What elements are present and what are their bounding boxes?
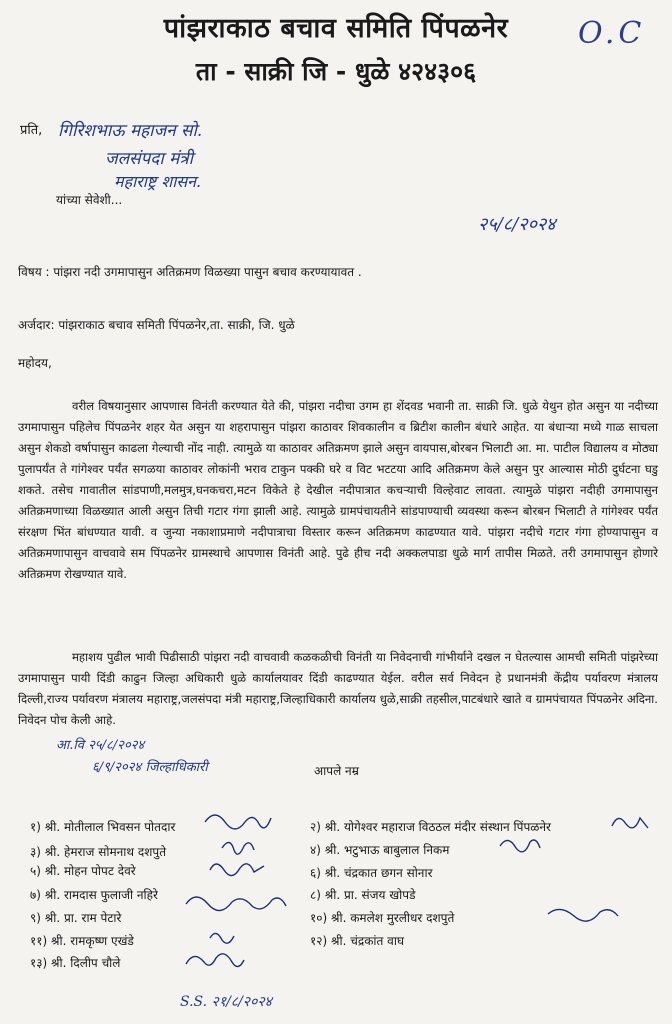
greeting: महोदय,	[18, 356, 52, 370]
subject-line: विषय : पांझरा नदी उगमापासुन अतिक्रमण विळख्या पासुन बचाव करण्यायावत .	[18, 265, 362, 279]
closing-regards: आपले नम्र	[314, 764, 359, 778]
recipient-government: महाराष्ट्र शासन.	[114, 172, 202, 191]
signatory: ५) श्री. मोहन पोपट देवरे	[30, 864, 136, 878]
recipient-salutation: यांच्या सेवेशी...	[56, 193, 123, 207]
signatory: ४) श्री. भटुभाऊ बाबुलाल निकम	[310, 843, 450, 857]
handwritten-date: २५/८/२०२४	[478, 214, 556, 235]
signature-9	[548, 909, 618, 921]
signatory: १) श्री. मोतीलाल भिवसन पोतदार	[30, 820, 176, 834]
signatory: १२) श्री. चंद्रकांत वाघ	[310, 934, 405, 948]
signatory: १०) श्री. कमलेश मुरलीधर दशपुते	[310, 911, 455, 925]
signature-3	[210, 864, 264, 876]
signature-6	[186, 954, 244, 967]
signature-1	[205, 815, 271, 829]
signatory: ८) श्री. प्रा. संजय खोपडे	[310, 888, 416, 902]
signature-7	[612, 818, 648, 828]
received-note-2: ६/९/२०२४ जिल्हाधिकारी	[92, 760, 208, 775]
signatory: ६) श्री. चंद्रकात छगन सोनार	[310, 866, 433, 880]
signatory: ९) श्री. प्रा. राम पेटारे	[30, 911, 122, 925]
letterhead-title: पांझराकाठ बचाव समिति पिंपळनेर	[163, 13, 509, 44]
applicant-line: अर्जदार: पांझराकाठ बचाव समिती पिंपळनेर,ता. साक्री, जि. धुळे	[18, 318, 295, 332]
recipient-title: जलसंपदा मंत्री	[105, 149, 194, 169]
letterhead-address: ता - साक्री जि - धुळे ४२४३०६	[195, 57, 477, 86]
received-note-1: आ.वि २५/८/२०२४	[56, 738, 145, 753]
signatory: ७) श्री. रामदास फुलाजी नहिरे	[30, 888, 158, 902]
signatory: ३) श्री. हेमराज सोमनाथ दशपुते	[30, 845, 167, 859]
signature-2	[222, 842, 254, 854]
signatory: २) श्री. योगेश्वर महाराज विठठल मंदीर संस्थान पिंपळनेर	[310, 820, 551, 834]
signature-5	[210, 933, 234, 943]
corner-mark: O.C	[578, 16, 646, 51]
recipient-name: गिरिशभाऊ महाजन सो.	[58, 121, 203, 141]
signatory: १३) श्री. दिलीप चौले	[30, 956, 121, 970]
body-paragraph-2: महाशय पुढील भावी पिढीसाठी पांझरा नदी वाचवावी कळकळीची विनंती या निवेदनाची गांभीर्याने दखल न घेतल्यास आमची समिती पांझरेच्या उगमापासुन पायी दिंडी काढुन जिल्हा अधिकारी धुळे कार्यालयावर दिंडी काढण्यात येईल. वरील सर्व निवेदन हे प्रधानमंत्री केंद्रीय पर्यावरण मंत्रालय दिल्ली,राज्य पर्यावरण मंत्रालय महाराष्ट्र,जलसंपदा मंत्री महाराष्ट्र,जिल्हाधिकारी कार्यालय धुळे,साक्री तहसील,पाटबंधारे खाते व ग्रामपंचायत पिंपळनेर अदिना. निवेदन पोच केली आहे.	[18, 650, 658, 727]
body-paragraph-1: वरील विषयानुसार आपणास विनंती करण्यात येते की, पांझरा नदीचा उगम हा शेंदवड भवानी ता. साक्री जि. धुळे येथुन होत असुन या नदीच्या उगमापासुन पहिलेच पिंपळनेर शहर येत असुन या शहरापासुन पांझरा काठावर शिवकालीन व ब्रिटीश कालीन बंधारे आहेत. या बंधाऱ्या मध्ये गाळ साचला असुन शेकडो वर्षापासुन काढला गेल्याची नोंद नाही. त्यामुळे या काठावर अतिक्रमण झाले असुन वायपास,बोरबन भिलाटी आ. मा. पाटील विद्यालय व मोठ्या पुलापर्यंत ते गांगेश्वर पर्यंत सगळया काठावर लोकांनी भराव टाकुन पक्की घरे व विट भटटया आदि अतिक्रमण केले असुन पुर आल्यास मोठी दुर्घटना घडु शकते. तसेच गावातील सांडपाणी,मलमुत्र,घनकचरा,मटन विकेते हे देखील नदीपात्रात कचऱ्याची विल्हेवाट लावता. त्यामुळे पांझरा नदीही उगमापासुन अतिक्रमणाच्या विळख्यात आली असुन तिची गटार गंगा झाली आहे. त्यामुळे ग्रामपंचायतीने सांडपाण्याची व्यवस्था करून बोरबन भिलाटी ते गांगेश्वर पर्यंत संरक्षण भिंत बांधण्यात यावी. व जुन्या नकाशाप्रमाणे नदीपात्राचा विस्तार करून अतिक्रमण काढण्यात यावे. पांझरा नदीचे गटार गंगा होण्यापासुन व अतिक्रमणापासुन वाचवावे सम पिंपळनेर ग्रामस्थाचे आपणास विनंती आहे. पुढे हीच नदी अक्कलपाडा धुळे मार्ग तापीस मिळते. तरी उगमापासुन होणारे अतिक्रमण रोखण्यात यावे.	[18, 399, 658, 581]
signature-8	[500, 840, 540, 852]
signature-4	[186, 897, 286, 911]
signatory: ११) श्री. रामकृष्ण एखंडे	[30, 934, 134, 948]
footer-handwritten-note: S.S. २१/८/२०२४	[180, 994, 272, 1010]
recipient-prefix: प्रति,	[20, 123, 43, 138]
